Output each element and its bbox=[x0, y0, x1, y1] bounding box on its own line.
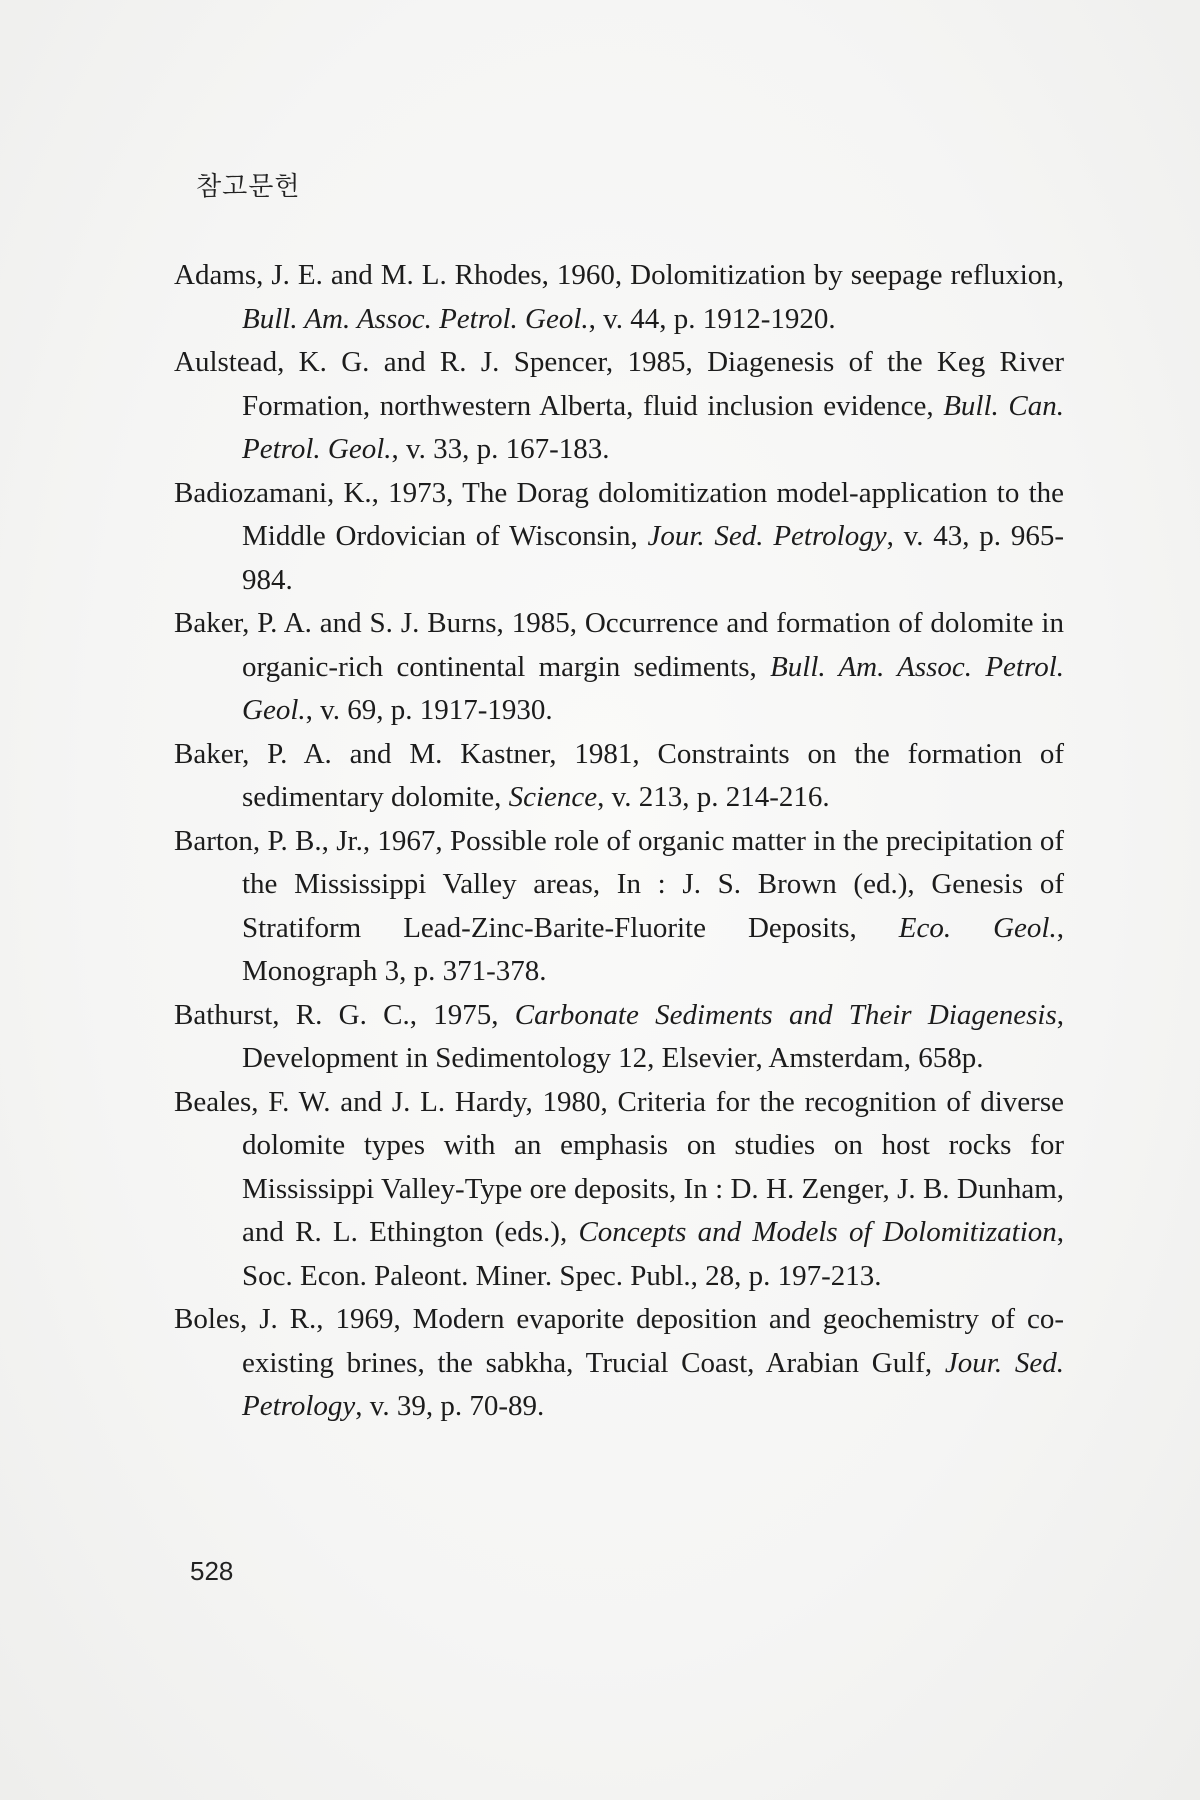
reference-details: , v. 39, p. 70-89. bbox=[355, 1390, 545, 1422]
reference-details: , v. 69, p. 1917-1930. bbox=[305, 694, 553, 726]
reference-text: Badiozamani, K., 1973, The Dorag dolomitization model-application to the Middle Ordovician of Wisconsin, bbox=[174, 476, 1064, 552]
reference-details: , v. 33, p. 167-183. bbox=[391, 433, 610, 465]
reference-entry bbox=[174, 602, 1064, 733]
reference-entry bbox=[174, 472, 1064, 603]
reference-entry bbox=[174, 1081, 1064, 1299]
reference-journal: Jour. Sed. Petrology bbox=[242, 1346, 1064, 1422]
reference-text: Baker, P. A. and S. J. Burns, 1985, Occurrence and formation of dolomite in organic-rich continental margin sediments, bbox=[174, 607, 1064, 683]
reference-entry bbox=[174, 994, 1064, 1081]
references-heading: 참고문헌 bbox=[196, 172, 301, 202]
reference-details: , v. 213, p. 214-216. bbox=[597, 781, 830, 813]
reference-text: Barton, P. B., Jr., 1967, Possible role of organic matter in the precipitation of the Mississippi Valley areas, In : J. S. Brown (ed.), Genesis of Stratiform Lead-Zinc-Barite-Fluorite Deposits, bbox=[174, 824, 1064, 944]
reference-journal: Bull. Can. Petrol. Geol. bbox=[242, 389, 1064, 465]
reference-journal: Carbonate Sediments and Their Diagenesis bbox=[514, 998, 1057, 1031]
reference-text: Baker, P. A. and M. Kastner, 1981, Constraints on the formation of sedimentary dolomite, bbox=[174, 737, 1064, 813]
reference-entry bbox=[174, 1298, 1064, 1429]
reference-list bbox=[174, 254, 1064, 1429]
reference-details: , v. 44, p. 1912-1920. bbox=[588, 302, 836, 335]
reference-text: Aulstead, K. G. and R. J. Spencer, 1985, Diagenesis of the Keg River Formation, northwestern Alberta, fluid inclusion evidence, bbox=[174, 346, 1064, 422]
reference-entry bbox=[174, 820, 1064, 994]
reference-journal: Concepts and Models of Dolomitization bbox=[578, 1216, 1057, 1248]
reference-entry bbox=[174, 254, 1064, 341]
reference-entry bbox=[174, 733, 1064, 820]
reference-text: Boles, J. R., 1969, Modern evaporite deposition and geochemistry of co-existing brines, the sabkha, Trucial Coast, Arabian Gulf, bbox=[174, 1303, 1064, 1379]
reference-details: , Monograph 3, p. 371-378. bbox=[242, 911, 1064, 987]
reference-details: , v. 43, p. 965-984. bbox=[242, 520, 1064, 596]
reference-entry bbox=[174, 341, 1064, 472]
reference-journal: Science bbox=[508, 781, 598, 813]
reference-journal: Jour. Sed. Petrology bbox=[647, 520, 887, 552]
page-number: 528 bbox=[190, 1556, 234, 1586]
reference-journal: Eco. Geol. bbox=[898, 911, 1057, 944]
reference-details: , Development in Sedimentology 12, Elsevier, Amsterdam, 658p. bbox=[242, 998, 1064, 1074]
reference-text: Bathurst, R. G. C., 1975, bbox=[174, 998, 515, 1031]
reference-text: Beales, F. W. and J. L. Hardy, 1980, Criteria for the recognition of diverse dolomite types with an emphasis on studies on host rocks for Mississippi Valley-Type ore deposits, In : D. H. Zenger, J. B. Dunham, and R. L. Ethington (eds.), bbox=[174, 1085, 1064, 1248]
reference-journal: Bull. Am. Assoc. Petrol. Geol. bbox=[242, 302, 589, 335]
reference-journal: Bull. Am. Assoc. Petrol. Geol. bbox=[242, 650, 1065, 726]
reference-details: , Soc. Econ. Paleont. Miner. Spec. Publ., 28, p. 197-213. bbox=[242, 1216, 1064, 1292]
reference-text: Adams, J. E. and M. L. Rhodes, 1960, Dolomitization by seepage refluxion, bbox=[174, 259, 1064, 291]
